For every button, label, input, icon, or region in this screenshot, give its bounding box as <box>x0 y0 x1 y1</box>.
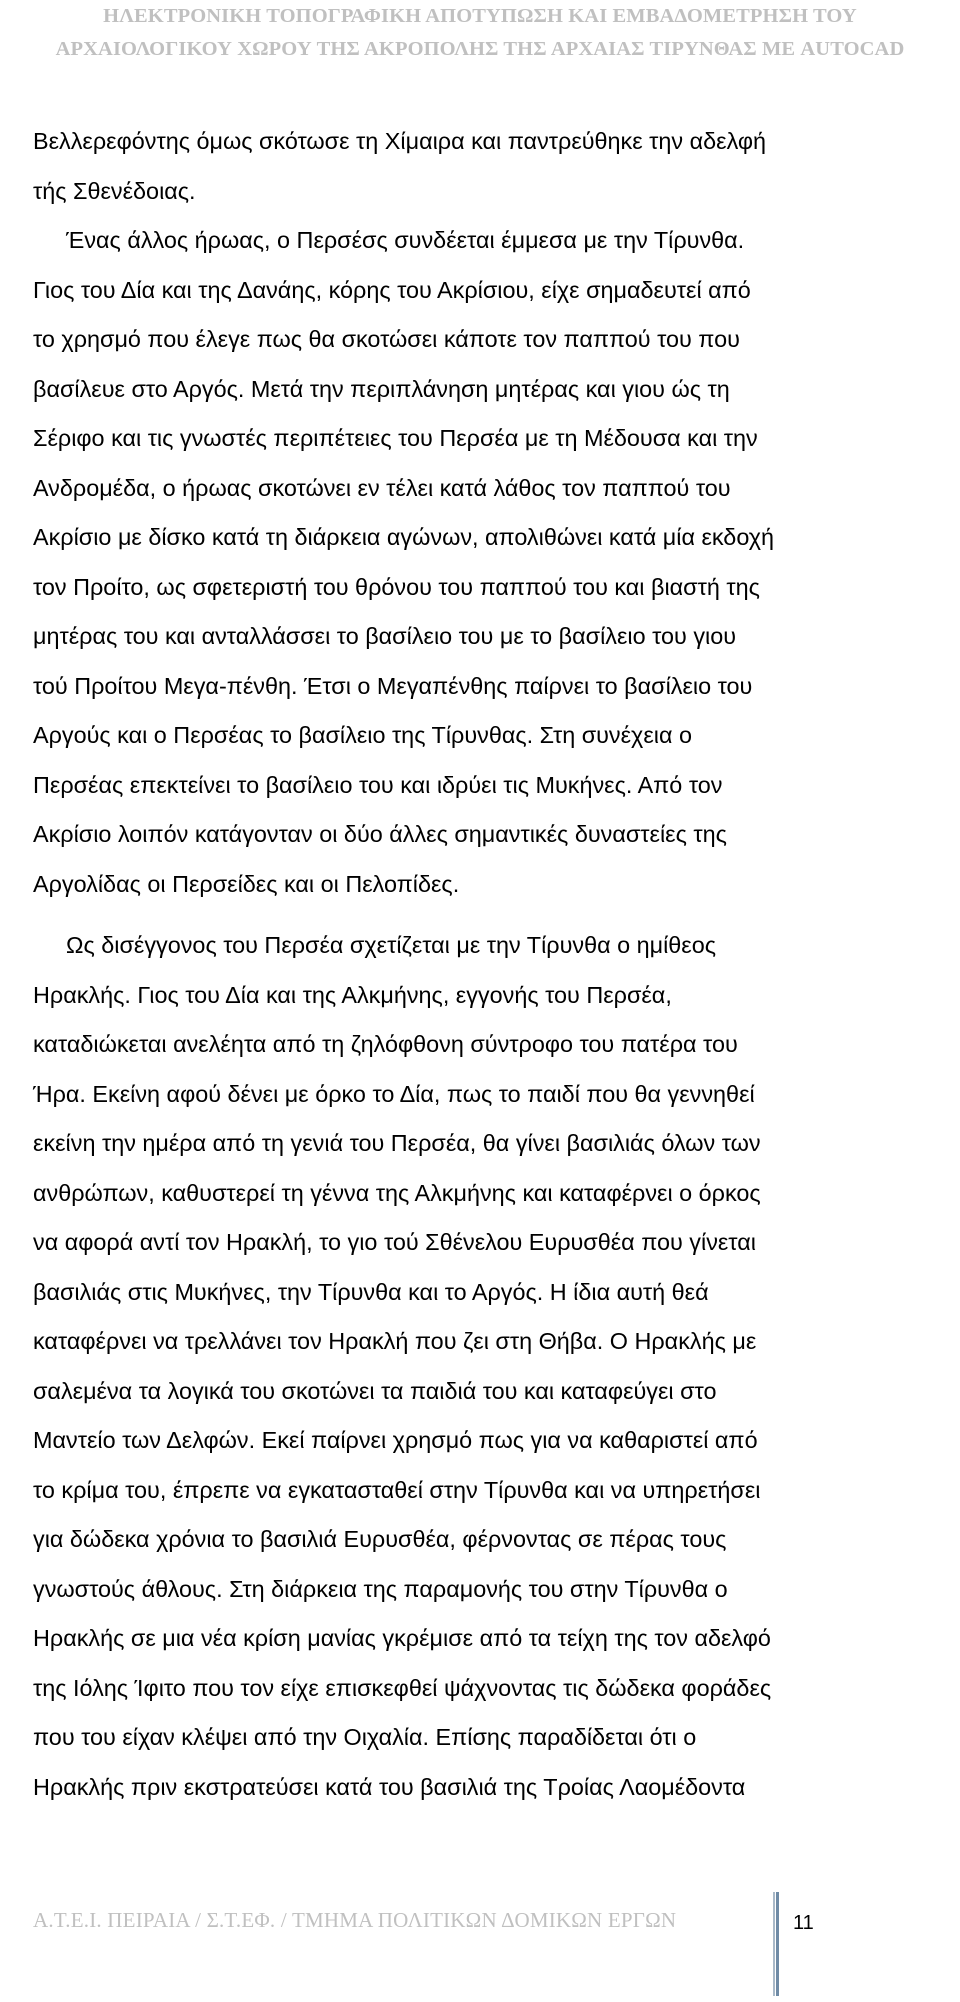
page-footer <box>0 1890 960 2002</box>
text-line: καταδιώκεται ανελέητα από τη ζηλόφθονη σύντροφο του πατέρα του <box>33 1031 738 1057</box>
text-line: μητέρας του και ανταλλάσσει το βασίλειο του με το βασίλειο του γιου <box>33 623 737 649</box>
text-line: γνωστούς άθλους. Στη διάρκεια της παραμονής του στην Τίρυνθα ο <box>33 1575 728 1602</box>
document-body <box>33 117 958 1812</box>
text-line: βασιλιάς στις Μυκήνες, την Τίρυνθα και το Αργός. Η ίδια αυτή θεά <box>33 1278 709 1305</box>
page-number: 11 <box>793 1912 814 1934</box>
text-line: Αργολίδας οι Περσείδες και οι Πελοπίδες. <box>33 870 460 897</box>
header-line-2: ΑΡΧΑΙΟΛΟΓΙΚΟΥ ΧΩΡΟΥ ΤΗΣ ΑΚΡΟΠΟΛΗΣ ΤΗΣ ΑΡΧΑΙΑΣ ΤΙΡΥΝΘΑΣ ΜΕ AUTOCAD <box>55 38 905 60</box>
text-line: Ακρίσιο λοιπόν κατάγονταν οι δύο άλλες σημαντικές δυναστείες της <box>33 821 727 847</box>
footer-institution-label: Α.Τ.Ε.Ι. ΠΕΙΡΑΙΑ / Σ.Τ.ΕΦ. / ΤΜΗΜΑ ΠΟΛΙΤΙΚΩΝ ΔΟΜΙΚΩΝ ΕΡΓΩΝ <box>33 1908 677 1932</box>
text-line: σαλεμένα τα λογικά του σκοτώνει τα παιδιά του και καταφεύγει στο <box>33 1377 717 1404</box>
text-line: τής Σθενέδοιας. <box>33 177 196 204</box>
text-line: Ηρακλής πριν εκστρατεύσει κατά του βασιλιά της Τροίας Λαομέδοντα <box>33 1773 746 1800</box>
text-line: το κρίμα του, έπρεπε να εγκατασταθεί στην Τίρυνθα και να υπηρετήσει <box>33 1476 761 1503</box>
text-line: βασίλευε στο Αργός. Μετά την περιπλάνηση μητέρας και γιου ώς τη <box>33 375 730 402</box>
text-line: να αφορά αντί τον Ηρακλή, το γιο τού Σθένελου Ευρυσθέα που γίνεται <box>33 1229 756 1255</box>
text-line: Μαντείο των Δελφών. Εκεί παίρνει χρησμό πως για να καθαριστεί από <box>33 1427 758 1453</box>
text-line: Ανδρομέδα, ο ήρωας σκοτώνει εν τέλει κατά λάθος τον παππού του <box>33 474 731 501</box>
text-line: Ως δισέγγονος του Περσέα σχετίζεται με την Τίρυνθα ο ημίθεος <box>66 932 717 958</box>
text-line: Περσέας επεκτείνει το βασίλειο του και ιδρύει τις Μυκήνες. Από τον <box>33 771 723 798</box>
header-line-1: ΗΛΕΚΤΡΟΝΙΚΗ ΤΟΠΟΓΡΑΦΙΚΗ ΑΠΟΤΥΠΩΣΗ ΚΑΙ ΕΜΒΑΔΟΜΕΤΡΗΣΗ ΤΟΥ <box>103 5 857 27</box>
text-line: Ηρακλής σε μια νέα κρίση μανίας γκρέμισε από τα τείχη της τον αδελφό <box>33 1625 771 1651</box>
text-line: εκείνη την ημέρα από τη γενιά του Περσέα, θα γίνει βασιλιάς όλων των <box>33 1130 761 1156</box>
text-line: Ήρα. Εκείνη αφού δένει με όρκο το Δία, πως το παιδί που θα γεννηθεί <box>33 1080 755 1107</box>
paragraph <box>33 921 958 1812</box>
text-line: Αργούς και ο Περσέας το βασίλειο της Τίρυνθας. Στη συνέχεια ο <box>33 722 692 748</box>
running-header <box>0 0 960 66</box>
text-line: το χρησμό που έλεγε πως θα σκοτώσει κάποτε τον παππού του που <box>33 326 740 352</box>
text-line: Γιος του Δία και της Δανάης, κόρης του Ακρίσιου, είχε σημαδευτεί από <box>33 276 751 303</box>
text-line: τού Προίτου Μεγα-πένθη. Έτσι ο Μεγαπένθης παίρνει το βασίλειο του <box>33 672 753 699</box>
text-line: Βελλερεφόντης όμως σκότωσε τη Χίμαιρα και παντρεύθηκε την αδελφή <box>33 128 767 154</box>
text-line: ανθρώπων, καθυστερεί τη γέννα της Αλκμήνης και καταφέρνει ο όρκος <box>33 1179 761 1206</box>
text-line: Ένας άλλος ήρωας, ο Περσέσς συνδέεται έμμεσα με την Τίρυνθα. <box>66 227 745 253</box>
text-line: που του είχαν κλέψει από την Οιχαλία. Επίσης παραδίδεται ότι ο <box>33 1724 697 1750</box>
text-line: Ακρίσιο με δίσκο κατά τη διάρκεια αγώνων, απολιθώνει κατά μία εκδοχή <box>33 524 774 550</box>
text-line: της Ιόλης Ίφιτο που τον είχε επισκεφθεί ψάχνοντας τις δώδεκα φοράδες <box>33 1674 772 1701</box>
paragraph <box>33 117 958 216</box>
text-line: Σέριφο και τις γνωστές περιπέτειες του Περσέα με τη Μέδουσα και την <box>33 425 758 451</box>
paragraph <box>33 216 958 909</box>
text-line: τον Προίτο, ως σφετεριστή του θρόνου του παππού του και βιαστή της <box>33 573 760 600</box>
text-line: για δώδεκα χρόνια το βασιλιά Ευρυσθέα, φέρνοντας σε πέρας τους <box>33 1526 727 1552</box>
text-line: καταφέρνει να τρελλάνει τον Ηρακλή που ζει στη Θήβα. Ο Ηρακλής με <box>33 1328 757 1354</box>
footer-divider <box>773 1892 779 1996</box>
text-line: Ηρακλής. Γιος του Δία και της Αλκμήνης, εγγονής του Περσέα, <box>33 981 672 1008</box>
